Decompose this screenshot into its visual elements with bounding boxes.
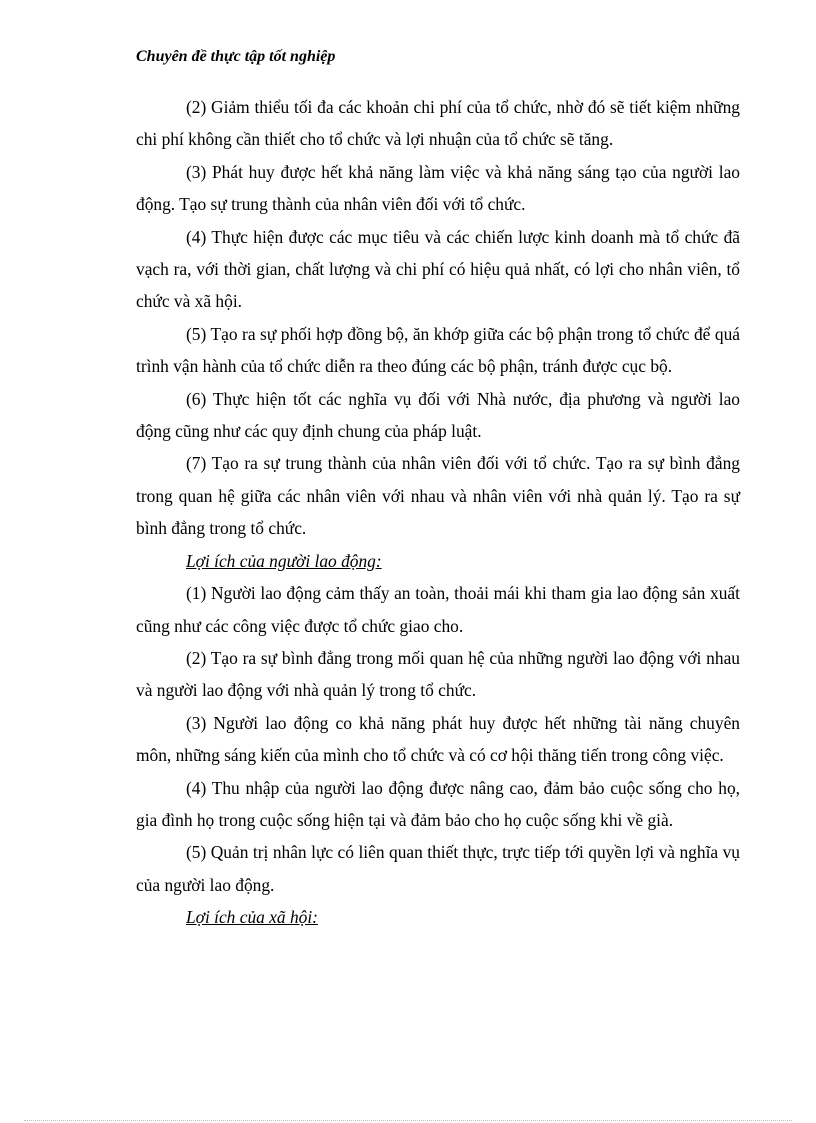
running-header: Chuyên đề thực tập tốt nghiệp <box>136 48 336 65</box>
paragraph-7: (7) Tạo ra sự trung thành của nhân viên đối với tổ chức. Tạo ra sự bình đẳng trong quan hệ giữa các nhân viên với nhau và nhân viên với nhà quản lý. Tạo ra sự bình đẳng trong tổ chức. <box>136 453 740 539</box>
employee-paragraph-3: (3) Người lao động co khả năng phát huy được hết những tài năng chuyên môn, những sáng kiến của mình cho tổ chức và có cơ hội thăng tiến trong công việc. <box>136 712 740 766</box>
employee-paragraph-2: (2) Tạo ra sự bình đẳng trong mối quan hệ của những người lao động với nhau và người lao động với nhà quản lý trong tổ chức. <box>136 647 740 701</box>
employee-paragraph-4: (4) Thu nhập của người lao động được nâng cao, đảm bảo cuộc sống cho họ, gia đình họ trong cuộc sống hiện tại và đảm bảo cho họ cuộc sống khi về già. <box>136 777 740 830</box>
paragraph-2: (2) Giảm thiểu tối đa các khoản chi phí của tổ chức, nhờ đó sẽ tiết kiệm những chi phí không cần thiết cho tổ chức và lợi nhuận của tổ chức sẽ tăng. <box>136 97 740 150</box>
paragraph-3: (3) Phát huy được hết khả năng làm việc và khả năng sáng tạo của người lao động. Tạo sự trung thành của nhân viên đối với tổ chức. <box>136 161 740 215</box>
document-body <box>136 91 740 934</box>
section-heading-society: Lợi ích của xã hội: <box>186 907 318 928</box>
page-footer-divider <box>24 1120 792 1121</box>
section-heading-employee: Lợi ích của người lao động: <box>186 550 382 571</box>
paragraph-6: (6) Thực hiện tốt các nghĩa vụ đối với Nhà nước, địa phương và người lao động cũng như các quy định chung của pháp luật. <box>136 388 740 442</box>
employee-paragraph-1: (1) Người lao động cảm thấy an toàn, thoải mái khi tham gia lao động sản xuất cũng như các công việc được tổ chức giao cho. <box>136 583 740 636</box>
paragraph-5: (5) Tạo ra sự phối hợp đồng bộ, ăn khớp giữa các bộ phận trong tổ chức để quá trình vận hành của tổ chức diễn ra theo đúng các bộ phận, tránh được cục bộ. <box>136 323 740 377</box>
paragraph-4: (4) Thực hiện được các mục tiêu và các chiến lược kinh doanh mà tổ chức đã vạch ra, với thời gian, chất lượng và chi phí có hiệu quả nhất, có lợi cho nhân viên, tổ chức và xã hội. <box>136 226 740 312</box>
employee-paragraph-5: (5) Quản trị nhân lực có liên quan thiết thực, trực tiếp tới quyền lợi và nghĩa vụ của người lao động. <box>136 842 740 895</box>
